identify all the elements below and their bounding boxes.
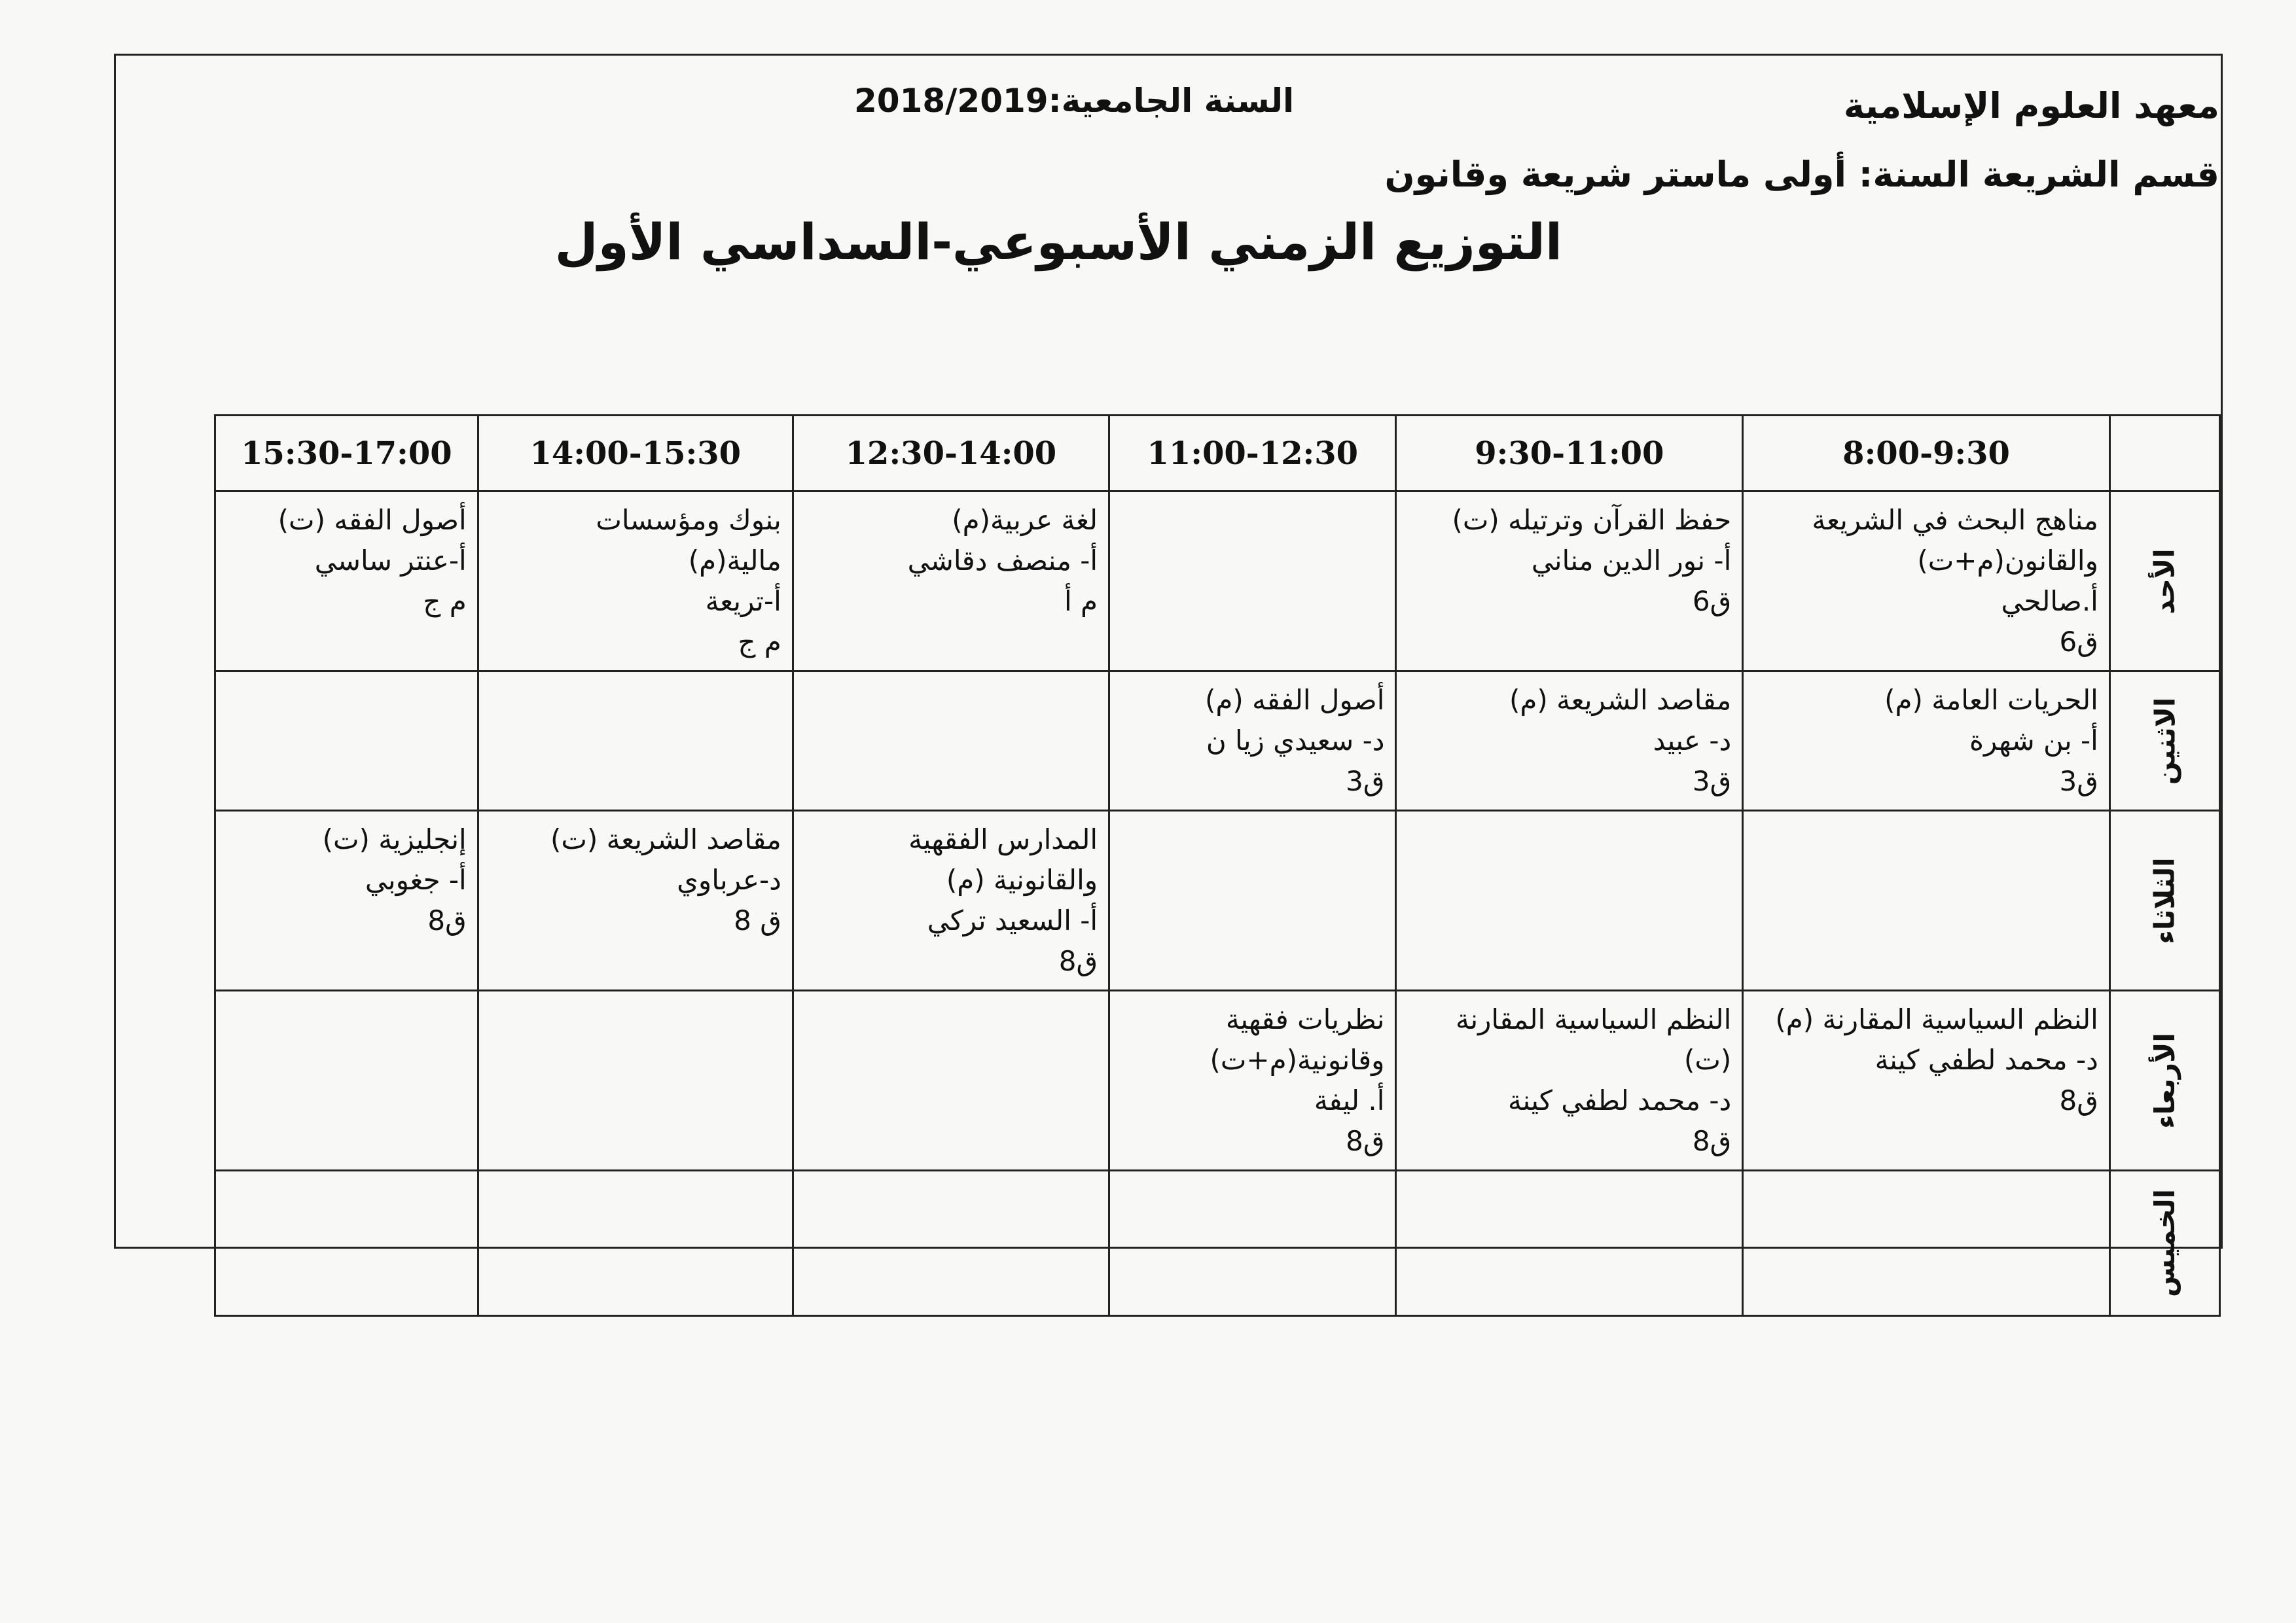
timetable-row: [215, 491, 2220, 671]
cell-line: لغة عربية(م): [952, 504, 1098, 536]
cell-line: الحريات العامة (م): [1884, 684, 2098, 716]
schedule-cell: [793, 811, 1109, 991]
cell-line: أ. ليفة: [1314, 1084, 1385, 1116]
day-label: الثلاثاء: [2148, 857, 2181, 944]
schedule-cell: [478, 991, 793, 1171]
timetable-row: [215, 991, 2220, 1171]
cell-line: مقاصد الشريعة (ت): [550, 823, 781, 855]
cell-line: ق6: [1692, 585, 1732, 617]
cell-line: أ-تريعة: [705, 585, 781, 617]
cell-line: د-عرباوي: [677, 864, 781, 896]
schedule-cell: [1109, 491, 1396, 671]
day-label-cell: [2109, 491, 2219, 671]
schedule-cell: [1109, 1171, 1396, 1316]
cell-line: إنجليزية (ت): [322, 823, 467, 855]
schedule-cell: [1396, 671, 1743, 811]
cell-line: أ.صالحي: [2001, 585, 2098, 617]
cell-line: النظم السياسية المقارنة: [1455, 1003, 1732, 1035]
time-slot-header: 9:30-11:00: [1396, 416, 1743, 491]
cell-line: م أ: [1064, 585, 1098, 617]
schedule-cell: [478, 811, 793, 991]
cell-line: أ- بن شهرة: [1969, 724, 2098, 757]
cell-line: أ- منصف دقاشي: [907, 544, 1098, 577]
cell-line: مالية(م): [688, 544, 781, 577]
cell-line: ق8: [1058, 945, 1098, 977]
schedule-cell: [1396, 1171, 1743, 1316]
schedule-cell: [1743, 1171, 2110, 1316]
schedule-cell: [1109, 991, 1396, 1171]
timetable-row: [215, 671, 2220, 811]
cell-line: أ-عنتر ساسي: [314, 544, 467, 577]
timetable: [214, 414, 2221, 1317]
department-line: قسم الشريعة السنة: أولى ماستر شريعة وقانون: [1384, 154, 2219, 195]
schedule-cell: [1109, 811, 1396, 991]
timetable-row: [215, 811, 2220, 991]
schedule-cell: [793, 991, 1109, 1171]
header-row: [215, 416, 2220, 491]
cell-line: ق8: [1346, 1125, 1385, 1157]
cell-line: (ت): [1683, 1044, 1732, 1076]
cell-line: ق3: [1346, 765, 1385, 797]
academic-year: السنة الجامعية:2018/2019: [854, 82, 1295, 120]
cell-line: م ج: [738, 626, 781, 658]
schedule-cell: [1396, 491, 1743, 671]
cell-line: والقانونية (م): [946, 864, 1098, 896]
schedule-cell: [215, 991, 478, 1171]
corner-cell: [2109, 416, 2219, 491]
page-frame: [114, 54, 2223, 1298]
day-label-cell: [2109, 991, 2219, 1171]
schedule-cell: [1396, 991, 1743, 1171]
cell-line: نظريات فقهية: [1225, 1003, 1385, 1035]
cell-line: أ- نور الدين مناني: [1531, 544, 1732, 577]
schedule-cell: [215, 491, 478, 671]
schedule-cell: [215, 1171, 478, 1316]
cell-line: أ- جغوبي: [365, 864, 467, 896]
schedule-cell: [1743, 671, 2110, 811]
day-label-cell: [2109, 1171, 2219, 1316]
cell-line: أ- السعيد تركي: [927, 904, 1098, 936]
day-label: الاثنين: [2148, 697, 2181, 785]
timetable-row: [215, 1171, 2220, 1316]
cell-line: حفظ القرآن وترتيله (ت): [1452, 504, 1732, 536]
schedule-cell: [1109, 671, 1396, 811]
cell-line: م ج: [423, 585, 467, 617]
day-label: الأحد: [2148, 548, 2181, 615]
schedule-cell: [793, 1171, 1109, 1316]
cell-line: ق8: [2059, 1084, 2098, 1116]
cell-line: ق3: [2059, 765, 2098, 797]
schedule-cell: [793, 671, 1109, 811]
cell-line: والقانون(م+ت): [1917, 544, 2098, 577]
day-label: الخميس: [2148, 1188, 2181, 1298]
cell-line: ق8: [1692, 1125, 1732, 1157]
schedule-cell: [1743, 811, 2110, 991]
cell-line: أصول الفقه (ت): [278, 504, 467, 536]
cell-line: وقانونية(م+ت): [1210, 1044, 1385, 1076]
time-slot-header: 14:00-15:30: [478, 416, 793, 491]
cell-line: د- محمد لطفي كينة: [1874, 1044, 2098, 1076]
schedule-cell: [215, 671, 478, 811]
schedule-cell: [478, 671, 793, 811]
institute-name: معهد العلوم الإسلامية: [1843, 85, 2219, 126]
day-label: الأربعاء: [2148, 1032, 2181, 1129]
cell-line: د- سعيدي زيا ن: [1206, 724, 1385, 757]
cell-line: مقاصد الشريعة (م): [1509, 684, 1732, 716]
day-label-cell: [2109, 811, 2219, 991]
cell-line: د- محمد لطفي كينة: [1508, 1084, 1732, 1116]
time-slot-header: 15:30-17:00: [215, 416, 478, 491]
schedule-cell: [215, 811, 478, 991]
cell-line: بنوك ومؤسسات: [596, 504, 781, 536]
schedule-cell: [478, 1171, 793, 1316]
cell-line: ق8: [427, 904, 467, 936]
time-slot-header: 8:00-9:30: [1743, 416, 2110, 491]
cell-line: مناهج البحث في الشريعة: [1812, 504, 2098, 536]
cell-line: ق 8: [734, 904, 781, 936]
schedule-cell: [1743, 491, 2110, 671]
time-slot-header: 12:30-14:00: [793, 416, 1109, 491]
cell-line: ق6: [2059, 626, 2098, 658]
cell-line: ق3: [1692, 765, 1732, 797]
page-title: التوزيع الزمني الأسبوعي-السداسي الأول: [554, 213, 1562, 271]
schedule-cell: [793, 491, 1109, 671]
schedule-cell: [478, 491, 793, 671]
cell-line: د- عبيد: [1653, 724, 1732, 757]
time-slot-header: 11:00-12:30: [1109, 416, 1396, 491]
cell-line: المدارس الفقهية: [908, 823, 1098, 855]
schedule-cell: [1743, 991, 2110, 1171]
cell-line: أصول الفقه (م): [1204, 684, 1385, 716]
cell-line: النظم السياسية المقارنة (م): [1775, 1003, 2098, 1035]
schedule-cell: [1396, 811, 1743, 991]
day-label-cell: [2109, 671, 2219, 811]
